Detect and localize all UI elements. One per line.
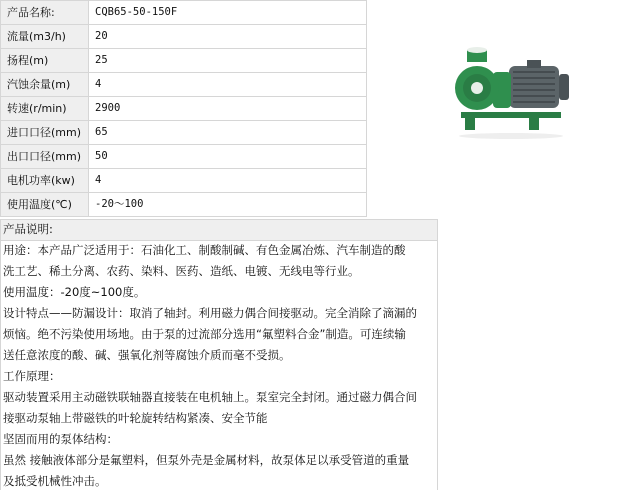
spec-label: 流量(m3/h) <box>1 25 89 49</box>
spec-label: 电机功率(kw) <box>1 169 89 193</box>
description-line: 接驱动泵轴上带磁铁的叶轮旋转结构紧凑、安全节能 <box>3 411 268 425</box>
spec-table <box>0 0 367 217</box>
spec-value: 65 <box>89 121 367 145</box>
description-line: 设计特点——防漏设计：取消了轴封。利用磁力偶合间接驱动。完全消除了滴漏的 <box>3 306 417 320</box>
spec-value: 50 <box>89 145 367 169</box>
spec-row <box>1 97 367 121</box>
spec-value: 25 <box>89 49 367 73</box>
spec-row <box>1 193 367 217</box>
spec-value: 20 <box>89 25 367 49</box>
description-line: 使用温度：-20度~100度。 <box>3 285 146 299</box>
spec-row <box>1 73 367 97</box>
description-line: 送任意浓度的酸、碱、强氧化剂等腐蚀介质而毫不受损。 <box>3 348 291 362</box>
spec-value: -20～100 <box>89 193 367 217</box>
pump-product-image <box>447 42 577 142</box>
spec-value: 2900 <box>89 97 367 121</box>
spec-label: 出口口径(mm) <box>1 145 89 169</box>
product-description <box>0 219 438 490</box>
spec-row <box>1 169 367 193</box>
spec-label: 使用温度(℃) <box>1 193 89 217</box>
description-line: 烦恼。绝不污染使用场地。由于泵的过流部分选用“氟塑料合金”制造。可连续输 <box>3 327 406 341</box>
spec-row <box>1 49 367 73</box>
description-line: 驱动装置采用主动磁铁联轴器直接装在电机轴上。泵室完全封闭。通过磁力偶合间 <box>3 390 417 404</box>
spec-value: 4 <box>89 73 367 97</box>
spec-row <box>1 25 367 49</box>
spec-label: 转速(r/min) <box>1 97 89 121</box>
description-line: 坚固而用的泵体结构： <box>3 432 118 446</box>
spec-label: 汽蚀余量(m) <box>1 73 89 97</box>
spec-row <box>1 121 367 145</box>
description-line: 用途：本产品广泛适用于：石油化工、制酸制碱、有色金属冶炼、汽车制造的酸 <box>3 243 406 257</box>
spec-label: 进口口径(mm) <box>1 121 89 145</box>
spec-row <box>1 145 367 169</box>
spec-value: CQB65-50-150F <box>89 1 367 25</box>
description-line: 洗工艺、稀土分离、农药、染料、医药、造纸、电镀、无线电等行业。 <box>3 264 360 278</box>
spec-label: 产品名称: <box>1 1 89 25</box>
description-line: 工作原理： <box>3 369 61 383</box>
spec-row <box>1 1 367 25</box>
description-line: 虽然 接触液体部分是氟塑料，但泵外壳是金属材料，故泵体足以承受管道的重量 <box>3 453 410 467</box>
description-title: 产品说明: <box>3 222 53 236</box>
description-line: 及抵受机械性冲击。 <box>3 474 107 488</box>
spec-label: 扬程(m) <box>1 49 89 73</box>
spec-value: 4 <box>89 169 367 193</box>
